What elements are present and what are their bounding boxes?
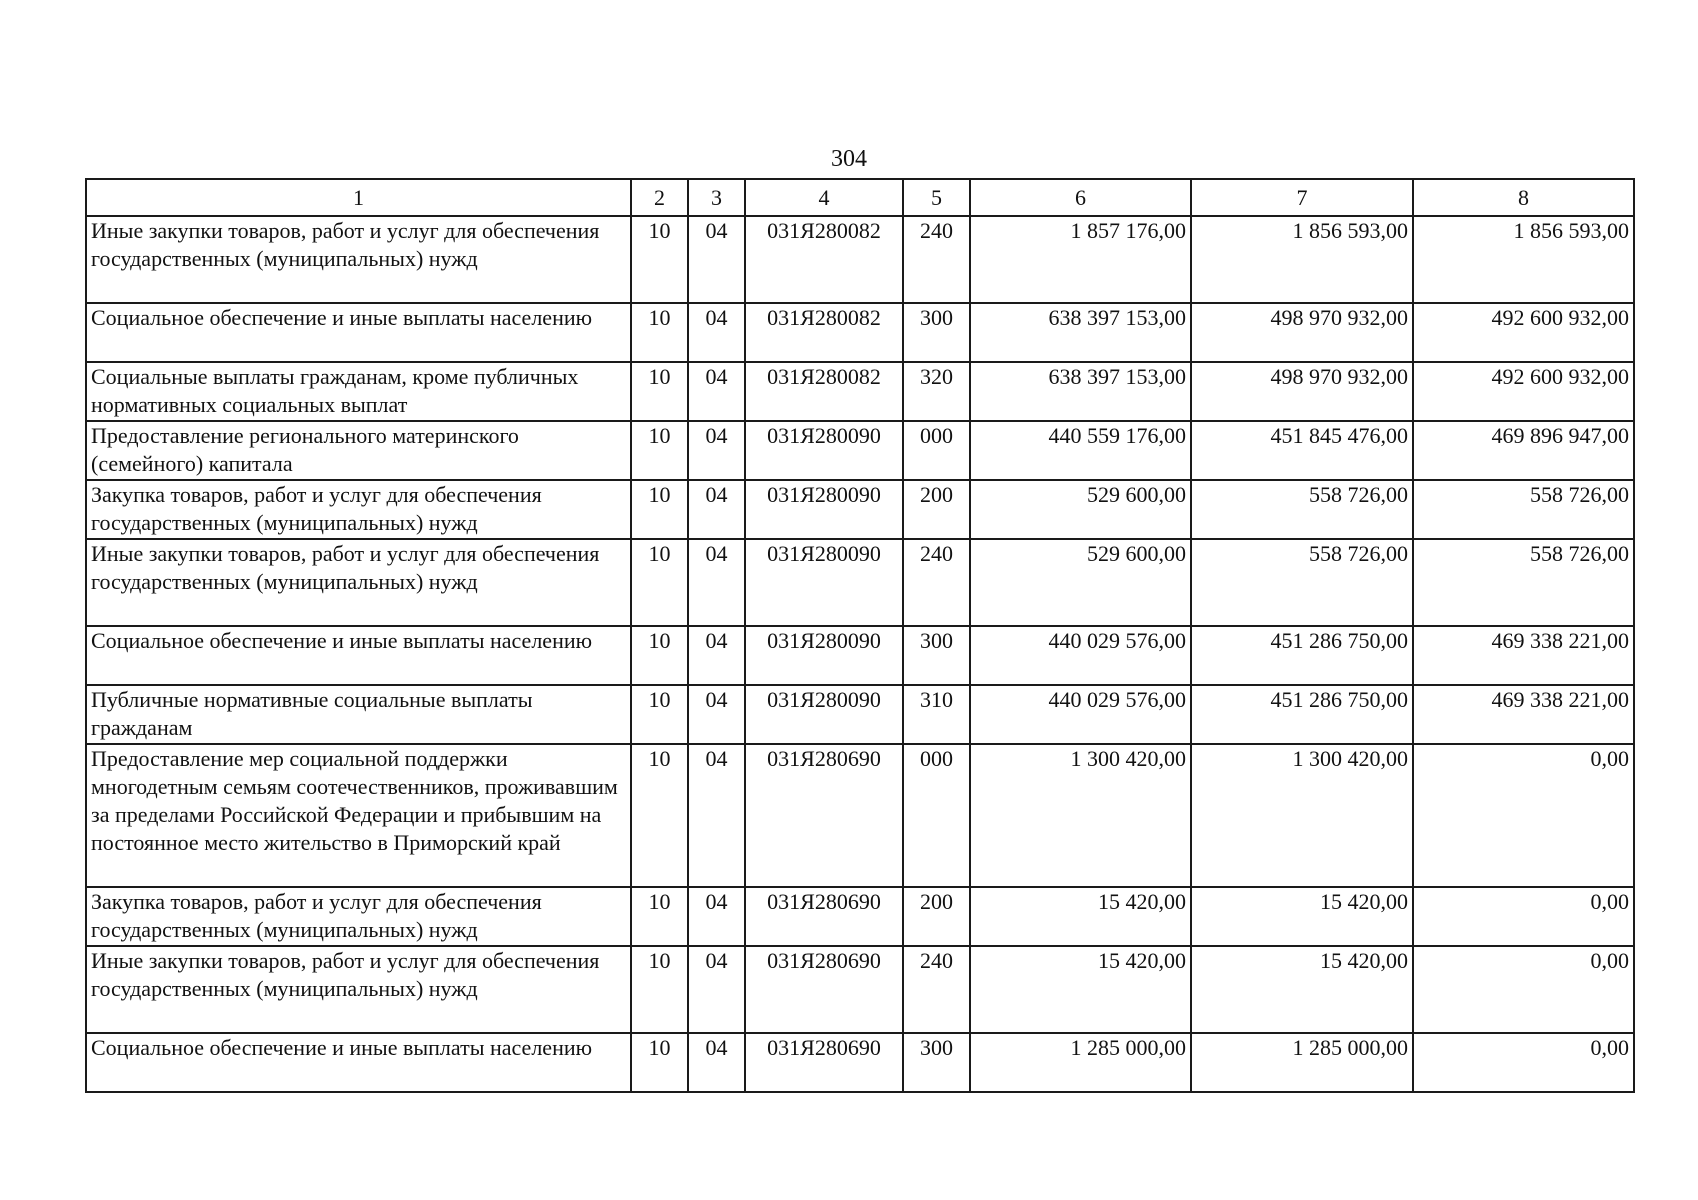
amount-col7: 558 726,00 bbox=[1191, 539, 1413, 626]
section-code: 10 bbox=[631, 626, 688, 685]
section-code: 10 bbox=[631, 362, 688, 421]
column-header: 6 bbox=[970, 179, 1191, 216]
amount-col8: 0,00 bbox=[1413, 887, 1634, 946]
row-name: Иные закупки товаров, работ и услуг для обеспечения государственных (муниципальных) нужд bbox=[86, 946, 631, 1033]
table-row bbox=[86, 216, 1634, 303]
target-article-code: 031Я280090 bbox=[745, 685, 903, 744]
expense-type-code: 000 bbox=[903, 421, 970, 480]
table-row bbox=[86, 685, 1634, 744]
amount-col8: 0,00 bbox=[1413, 1033, 1634, 1092]
expense-type-code: 320 bbox=[903, 362, 970, 421]
expense-type-code: 000 bbox=[903, 744, 970, 887]
section-code: 10 bbox=[631, 539, 688, 626]
target-article-code: 031Я280090 bbox=[745, 480, 903, 539]
expense-type-code: 240 bbox=[903, 216, 970, 303]
amount-col7: 498 970 932,00 bbox=[1191, 362, 1413, 421]
column-header: 4 bbox=[745, 179, 903, 216]
amount-col8: 558 726,00 bbox=[1413, 539, 1634, 626]
table-row bbox=[86, 480, 1634, 539]
section-code: 10 bbox=[631, 216, 688, 303]
section-code: 10 bbox=[631, 1033, 688, 1092]
amount-col6: 529 600,00 bbox=[970, 480, 1191, 539]
subsection-code: 04 bbox=[688, 685, 745, 744]
page-number: 304 bbox=[831, 146, 867, 172]
target-article-code: 031Я280090 bbox=[745, 539, 903, 626]
table-row bbox=[86, 539, 1634, 626]
subsection-code: 04 bbox=[688, 626, 745, 685]
amount-col7: 498 970 932,00 bbox=[1191, 303, 1413, 362]
expense-type-code: 240 bbox=[903, 539, 970, 626]
table-row bbox=[86, 1033, 1634, 1092]
subsection-code: 04 bbox=[688, 216, 745, 303]
amount-col7: 1 856 593,00 bbox=[1191, 216, 1413, 303]
section-code: 10 bbox=[631, 480, 688, 539]
row-name: Предоставление мер социальной поддержки многодетным семьям соотечественников, проживавшим за пределами Российской Федерации и прибывшим на постоянное место жительство в Приморский край bbox=[86, 744, 631, 887]
amount-col7: 558 726,00 bbox=[1191, 480, 1413, 539]
amount-col6: 440 029 576,00 bbox=[970, 626, 1191, 685]
target-article-code: 031Я280082 bbox=[745, 216, 903, 303]
subsection-code: 04 bbox=[688, 1033, 745, 1092]
row-name: Закупка товаров, работ и услуг для обеспечения государственных (муниципальных) нужд bbox=[86, 480, 631, 539]
expense-type-code: 300 bbox=[903, 626, 970, 685]
subsection-code: 04 bbox=[688, 539, 745, 626]
column-header: 3 bbox=[688, 179, 745, 216]
amount-col6: 15 420,00 bbox=[970, 887, 1191, 946]
expense-type-code: 300 bbox=[903, 1033, 970, 1092]
row-name: Иные закупки товаров, работ и услуг для обеспечения государственных (муниципальных) нужд bbox=[86, 216, 631, 303]
row-name: Социальные выплаты гражданам, кроме публичных нормативных социальных выплат bbox=[86, 362, 631, 421]
table-row bbox=[86, 421, 1634, 480]
target-article-code: 031Я280090 bbox=[745, 626, 903, 685]
table-row bbox=[86, 303, 1634, 362]
target-article-code: 031Я280690 bbox=[745, 1033, 903, 1092]
amount-col6: 1 857 176,00 bbox=[970, 216, 1191, 303]
section-code: 10 bbox=[631, 744, 688, 887]
target-article-code: 031Я280690 bbox=[745, 887, 903, 946]
section-code: 10 bbox=[631, 421, 688, 480]
budget-table bbox=[85, 178, 1635, 1093]
expense-type-code: 200 bbox=[903, 887, 970, 946]
section-code: 10 bbox=[631, 685, 688, 744]
subsection-code: 04 bbox=[688, 362, 745, 421]
row-name: Социальное обеспечение и иные выплаты населению bbox=[86, 626, 631, 685]
amount-col8: 469 338 221,00 bbox=[1413, 685, 1634, 744]
table-row bbox=[86, 362, 1634, 421]
column-header: 1 bbox=[86, 179, 631, 216]
subsection-code: 04 bbox=[688, 421, 745, 480]
table-row bbox=[86, 946, 1634, 1033]
header-row bbox=[86, 179, 1634, 216]
expense-type-code: 200 bbox=[903, 480, 970, 539]
table-row bbox=[86, 887, 1634, 946]
amount-col7: 451 286 750,00 bbox=[1191, 626, 1413, 685]
amount-col8: 469 338 221,00 bbox=[1413, 626, 1634, 685]
amount-col8: 492 600 932,00 bbox=[1413, 303, 1634, 362]
amount-col7: 15 420,00 bbox=[1191, 887, 1413, 946]
section-code: 10 bbox=[631, 303, 688, 362]
amount-col8: 0,00 bbox=[1413, 744, 1634, 887]
expense-type-code: 310 bbox=[903, 685, 970, 744]
amount-col8: 469 896 947,00 bbox=[1413, 421, 1634, 480]
section-code: 10 bbox=[631, 887, 688, 946]
column-header: 7 bbox=[1191, 179, 1413, 216]
amount-col6: 15 420,00 bbox=[970, 946, 1191, 1033]
subsection-code: 04 bbox=[688, 480, 745, 539]
amount-col6: 440 559 176,00 bbox=[970, 421, 1191, 480]
amount-col6: 638 397 153,00 bbox=[970, 362, 1191, 421]
row-name: Иные закупки товаров, работ и услуг для обеспечения государственных (муниципальных) нужд bbox=[86, 539, 631, 626]
column-header: 8 bbox=[1413, 179, 1634, 216]
amount-col6: 440 029 576,00 bbox=[970, 685, 1191, 744]
amount-col7: 1 285 000,00 bbox=[1191, 1033, 1413, 1092]
target-article-code: 031Я280690 bbox=[745, 744, 903, 887]
target-article-code: 031Я280082 bbox=[745, 362, 903, 421]
target-article-code: 031Я280090 bbox=[745, 421, 903, 480]
amount-col6: 1 285 000,00 bbox=[970, 1033, 1191, 1092]
row-name: Социальное обеспечение и иные выплаты населению bbox=[86, 303, 631, 362]
expense-type-code: 240 bbox=[903, 946, 970, 1033]
table-row bbox=[86, 744, 1634, 887]
section-code: 10 bbox=[631, 946, 688, 1033]
table-row bbox=[86, 626, 1634, 685]
subsection-code: 04 bbox=[688, 744, 745, 887]
target-article-code: 031Я280690 bbox=[745, 946, 903, 1033]
subsection-code: 04 bbox=[688, 946, 745, 1033]
row-name: Предоставление регионального материнского (семейного) капитала bbox=[86, 421, 631, 480]
amount-col7: 1 300 420,00 bbox=[1191, 744, 1413, 887]
amount-col8: 0,00 bbox=[1413, 946, 1634, 1033]
row-name: Социальное обеспечение и иные выплаты населению bbox=[86, 1033, 631, 1092]
column-header: 2 bbox=[631, 179, 688, 216]
amount-col6: 638 397 153,00 bbox=[970, 303, 1191, 362]
row-name: Публичные нормативные социальные выплаты гражданам bbox=[86, 685, 631, 744]
row-name: Закупка товаров, работ и услуг для обеспечения государственных (муниципальных) нужд bbox=[86, 887, 631, 946]
subsection-code: 04 bbox=[688, 303, 745, 362]
amount-col6: 1 300 420,00 bbox=[970, 744, 1191, 887]
amount-col7: 451 845 476,00 bbox=[1191, 421, 1413, 480]
amount-col7: 451 286 750,00 bbox=[1191, 685, 1413, 744]
amount-col7: 15 420,00 bbox=[1191, 946, 1413, 1033]
subsection-code: 04 bbox=[688, 887, 745, 946]
amount-col8: 492 600 932,00 bbox=[1413, 362, 1634, 421]
amount-col6: 529 600,00 bbox=[970, 539, 1191, 626]
amount-col8: 1 856 593,00 bbox=[1413, 216, 1634, 303]
expense-type-code: 300 bbox=[903, 303, 970, 362]
amount-col8: 558 726,00 bbox=[1413, 480, 1634, 539]
column-header: 5 bbox=[903, 179, 970, 216]
target-article-code: 031Я280082 bbox=[745, 303, 903, 362]
